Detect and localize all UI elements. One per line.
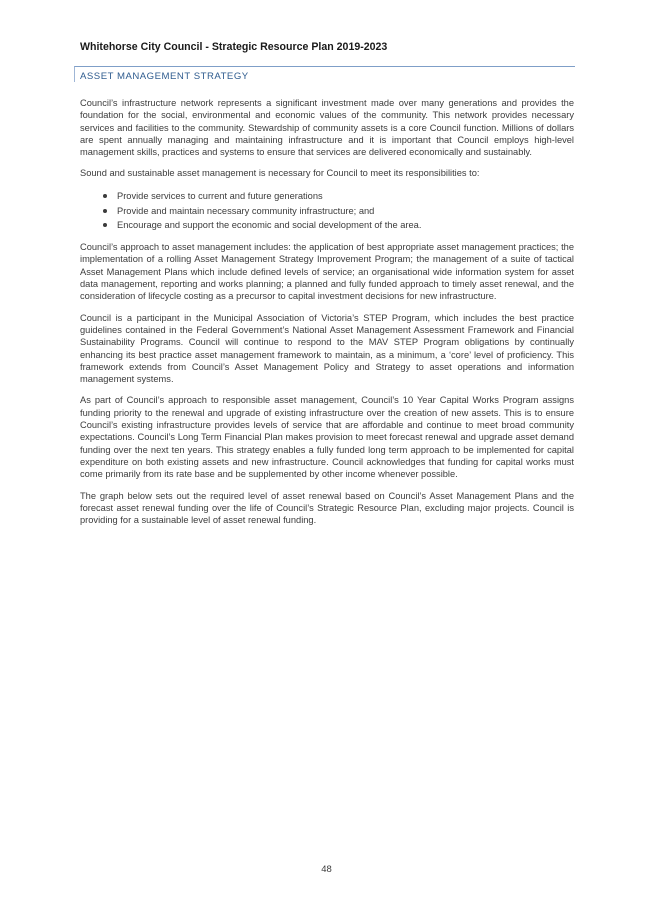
paragraph-infrastructure-network: Council’s infrastructure network represents a significant investment made over many generations and provides the foundation for the social, environmental and economic values of the community. This network provides necessary services and facilities to the community. Stewardship of community assets is a core Council function. Millions of dollars are spent annually managing and maintaining infrastructure and it is important that Council employs high-level management skills, practices and systems to ensure that services are delivered economically and sustainably.	[80, 98, 574, 158]
paragraph-responsibilities-intro: Sound and sustainable asset management is necessary for Council to meet its responsibilities to:	[80, 168, 480, 179]
list-item	[80, 218, 574, 233]
paragraph-graph-intro: The graph below sets out the required level of asset renewal based on Council’s Asset Management Plans and the forecast asset renewal funding over the life of Council’s Strategic Resource Plan, excluding major projects. Council is providing for a sustainable level of asset renewal funding.	[80, 490, 574, 526]
page-number: 48	[321, 864, 332, 875]
page-header-title: Whitehorse City Council - Strategic Resource Plan 2019-2023	[80, 41, 388, 53]
list-item-text: Provide and maintain necessary community infrastructure; and	[117, 205, 375, 216]
paragraph-capital-works: As part of Council’s approach to responsible asset management, Council’s 10 Year Capital Works Program assigns funding priority to the renewal and upgrade of existing infrastructure over the creation of new assets. This is to ensure Council’s existing infrastructure provides levels of service that are affordable and continue to meet broad community expectations. Council’s Long Term Financial Plan makes provision to meet forecast renewal and upgrade asset demand funding over the next ten years. This strategy enables a fully funded long term approach to be implemented for capital expenditure on both existing assets and new infrastructure. Council acknowledges that funding for capital works must come primarily from its rate base and be supplemented by other income whenever possible.	[80, 395, 574, 480]
section-body	[80, 97, 574, 535]
section-title: ASSET MANAGEMENT STRATEGY	[80, 71, 249, 82]
paragraph-approach: Council’s approach to asset management includes: the application of best appropriate asset management practices; the implementation of a rolling Asset Management Strategy Improvement Program; the management of a suite of tactical Asset Management Plans which include defined levels of service; an organisational wide information system for asset data management, reporting and works planning; a planned and fully funded approach to timely asset renewal, and the consideration of lifecycle costing as a precursor to capital investment decisions for new infrastructure.	[80, 242, 574, 302]
bullet-icon	[103, 209, 107, 213]
paragraph-mav-step-program: Council is a participant in the Municipal Association of Victoria’s STEP Program, which includes the best practice guidelines contained in the Federal Government’s National Asset Management Assessment Framework and Financial Sustainability Programs. Council will continue to respond to the MAV STEP Program obligations by continually enhancing its best practice asset management framework to maintain, as a minimum, a ‘core’ level of proficiency. This framework extends from Council’s Asset Management Policy and Strategy to asset operations and information management systems.	[80, 312, 574, 385]
list-item-text: Provide services to current and future generations	[117, 190, 323, 201]
list-item-text: Encourage and support the economic and social development of the area.	[117, 220, 422, 231]
list-item	[80, 189, 574, 204]
responsibilities-list	[80, 189, 574, 233]
bullet-icon	[103, 194, 107, 198]
list-item	[80, 204, 574, 219]
bullet-icon	[103, 223, 107, 227]
